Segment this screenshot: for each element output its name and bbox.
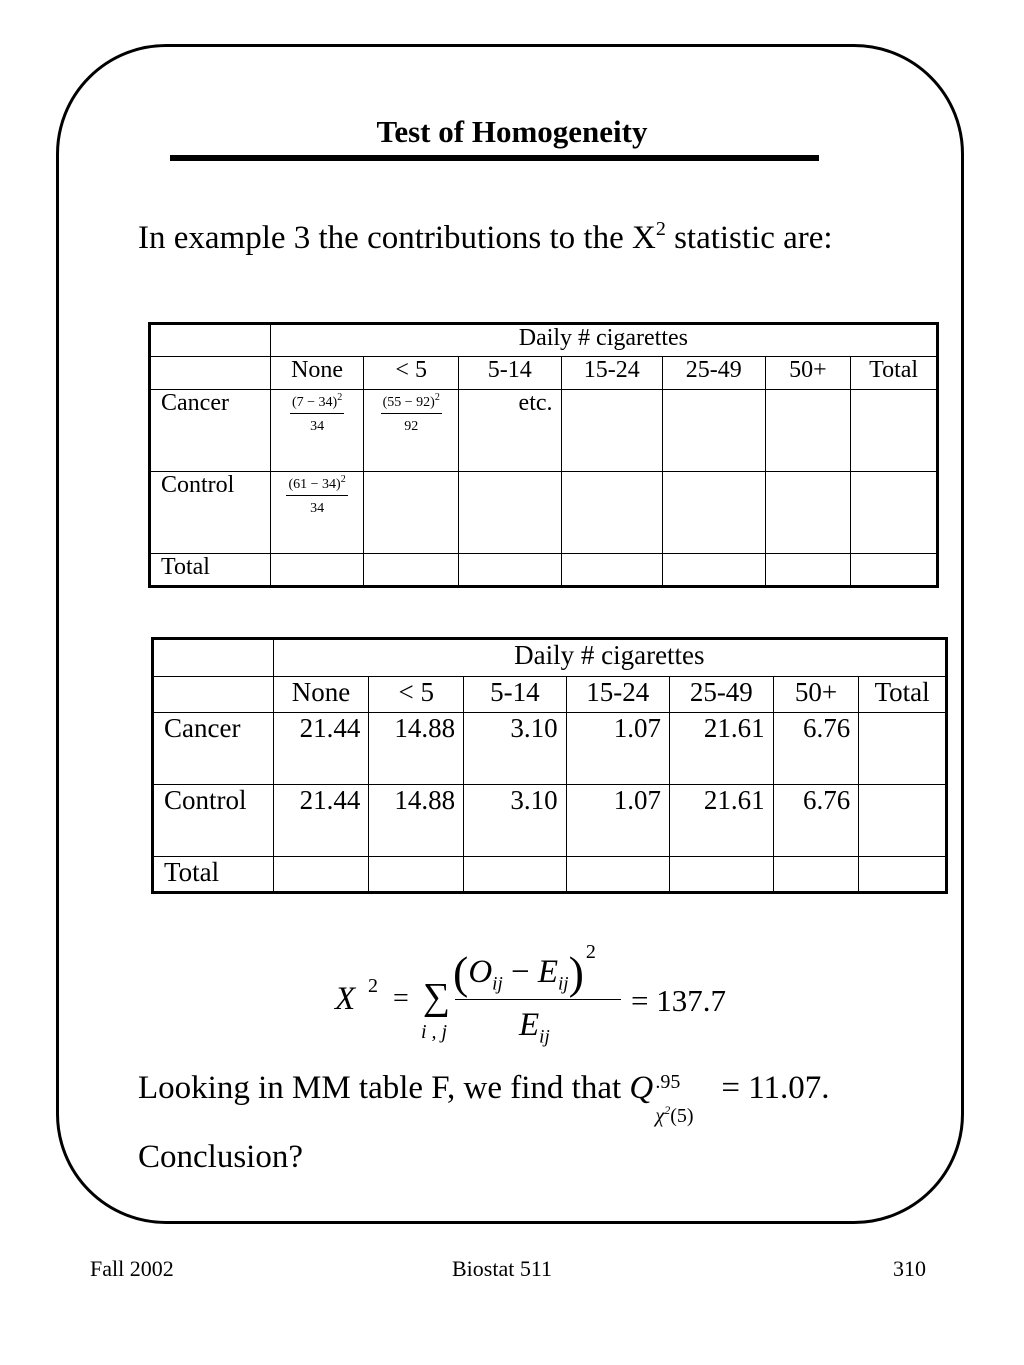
- value-cell: 3.10: [464, 713, 566, 785]
- empty-cell: [561, 390, 663, 472]
- lookup-text-before: Looking in MM table F, we find that: [138, 1070, 630, 1106]
- value-cell: [464, 857, 566, 893]
- fraction: [290, 394, 344, 436]
- numerator-text: (55 − 92): [382, 395, 435, 410]
- quantile-q: Q: [629, 1070, 654, 1106]
- expected-subscript: ij: [558, 973, 569, 995]
- numerator-exponent: 2: [434, 392, 440, 403]
- numerator-exponent: 2: [340, 474, 346, 485]
- column-header: 25-49: [670, 677, 774, 713]
- value-cell: [369, 857, 464, 893]
- group-header: Daily # cigarettes: [270, 324, 937, 357]
- empty-cell: [561, 472, 663, 554]
- row-label: Total: [150, 554, 271, 587]
- value-cell: [859, 857, 947, 893]
- formula-equals: =: [393, 983, 409, 1014]
- denominator-symbol: E: [519, 1007, 540, 1043]
- row-label: Control: [153, 785, 274, 857]
- column-header: Total: [851, 357, 938, 390]
- formula-numerator: [453, 941, 596, 999]
- value-cell: [859, 713, 947, 785]
- formula-result: = 137.7: [631, 983, 726, 1018]
- row-label: Cancer: [150, 390, 271, 472]
- column-header: Total: [859, 677, 947, 713]
- page-title: Test of Homogeneity: [376, 114, 648, 149]
- empty-cell: [270, 554, 364, 587]
- column-header: 15-24: [566, 677, 669, 713]
- value-cell: 21.44: [273, 785, 369, 857]
- empty-cell: [458, 472, 561, 554]
- fraction-denominator: 92: [404, 419, 419, 434]
- column-header: 5-14: [458, 357, 561, 390]
- footer-center: Biostat 511: [452, 1256, 553, 1281]
- value-cell: [273, 857, 369, 893]
- footer-left: Fall 2002: [90, 1256, 174, 1281]
- empty-cell: [458, 554, 561, 587]
- fraction-numerator: [286, 476, 347, 496]
- denominator-subscript: ij: [539, 1026, 550, 1048]
- fraction-denominator: 34: [310, 501, 325, 516]
- value-cell: 6.76: [773, 713, 859, 785]
- header-blank-cell: [153, 677, 274, 713]
- summation-symbol: ∑: [423, 976, 451, 1018]
- value-cell: [566, 857, 669, 893]
- quantile-distribution: [655, 1094, 693, 1138]
- fraction-numerator: [290, 394, 344, 414]
- title-underline: [170, 155, 819, 161]
- chi-exponent: 2: [664, 1103, 671, 1117]
- empty-cell: [364, 554, 459, 587]
- value-cell: [670, 857, 774, 893]
- fraction-cell: [364, 390, 459, 472]
- empty-cell: [851, 472, 938, 554]
- fraction-bar: [455, 999, 621, 1000]
- fraction-denominator: 34: [310, 419, 325, 434]
- column-header: 5-14: [464, 677, 566, 713]
- row-label: Total: [153, 857, 274, 893]
- lookup-text: [138, 1066, 938, 1127]
- formula-lhs: X: [335, 981, 356, 1017]
- etc-cell: etc.: [458, 390, 561, 472]
- empty-cell: [765, 472, 851, 554]
- header-blank-cell: [150, 357, 271, 390]
- empty-cell: [663, 554, 766, 587]
- column-header: 50+: [765, 357, 851, 390]
- column-header: < 5: [364, 357, 459, 390]
- degrees-of-freedom: (5): [670, 1105, 694, 1127]
- chi-square-formula: [335, 935, 775, 1060]
- summation-index: i , j: [421, 1021, 448, 1043]
- group-header: Daily # cigarettes: [273, 639, 946, 677]
- value-cell: 1.07: [566, 713, 669, 785]
- numerator-exponent: 2: [337, 392, 343, 403]
- empty-cell: [561, 554, 663, 587]
- intro-superscript: 2: [655, 218, 666, 240]
- column-header: < 5: [369, 677, 464, 713]
- column-header: 50+: [773, 677, 859, 713]
- value-cell: 6.76: [773, 785, 859, 857]
- value-cell: [859, 785, 947, 857]
- quantile-symbol: [629, 1066, 721, 1127]
- expected-symbol: E: [537, 954, 559, 990]
- intro-text: [138, 216, 898, 260]
- empty-cell: [765, 554, 851, 587]
- fraction-cell: [270, 390, 364, 472]
- formula-denominator: [519, 1007, 550, 1049]
- empty-cell: [663, 472, 766, 554]
- value-cell: [773, 857, 859, 893]
- fraction-numerator: [381, 394, 442, 414]
- fraction-cell: [270, 472, 364, 554]
- value-cell: 14.88: [369, 713, 464, 785]
- value-cell: 21.61: [670, 713, 774, 785]
- values-table: [151, 637, 948, 894]
- value-cell: 3.10: [464, 785, 566, 857]
- fraction: [381, 394, 442, 436]
- column-header: None: [273, 677, 369, 713]
- right-paren: ): [568, 947, 584, 998]
- intro-text-before: In example 3 the contributions to the X: [138, 220, 656, 256]
- numerator-square: 2: [585, 941, 596, 963]
- numerator-text: (61 − 34): [288, 477, 341, 492]
- corner-cell: [153, 639, 274, 677]
- observed-symbol: O: [468, 954, 493, 990]
- empty-cell: [765, 390, 851, 472]
- formula-lhs-exponent: 2: [368, 975, 378, 997]
- column-header: None: [270, 357, 364, 390]
- left-paren: (: [453, 947, 469, 998]
- empty-cell: [663, 390, 766, 472]
- fraction: [286, 476, 347, 518]
- conclusion-text: Conclusion?: [138, 1139, 303, 1175]
- value-cell: 21.44: [273, 713, 369, 785]
- empty-cell: [851, 390, 938, 472]
- numerator-text: (7 − 34): [291, 395, 338, 410]
- intro-text-after: statistic are:: [665, 220, 833, 256]
- value-cell: 14.88: [369, 785, 464, 857]
- corner-cell: [150, 324, 271, 357]
- contributions-table: [148, 322, 939, 588]
- empty-cell: [851, 554, 938, 587]
- chi-symbol: χ: [655, 1105, 665, 1127]
- value-cell: 1.07: [566, 785, 669, 857]
- lookup-text-after: = 11.07.: [721, 1070, 830, 1106]
- quantile-level: .95: [655, 1071, 681, 1093]
- observed-subscript: ij: [492, 973, 503, 995]
- column-header: 25-49: [663, 357, 766, 390]
- minus-sign: −: [510, 954, 530, 990]
- empty-cell: [364, 472, 459, 554]
- row-label: Cancer: [153, 713, 274, 785]
- row-label: Control: [150, 472, 271, 554]
- value-cell: 21.61: [670, 785, 774, 857]
- column-header: 15-24: [561, 357, 663, 390]
- footer-page-number: 310: [893, 1256, 926, 1281]
